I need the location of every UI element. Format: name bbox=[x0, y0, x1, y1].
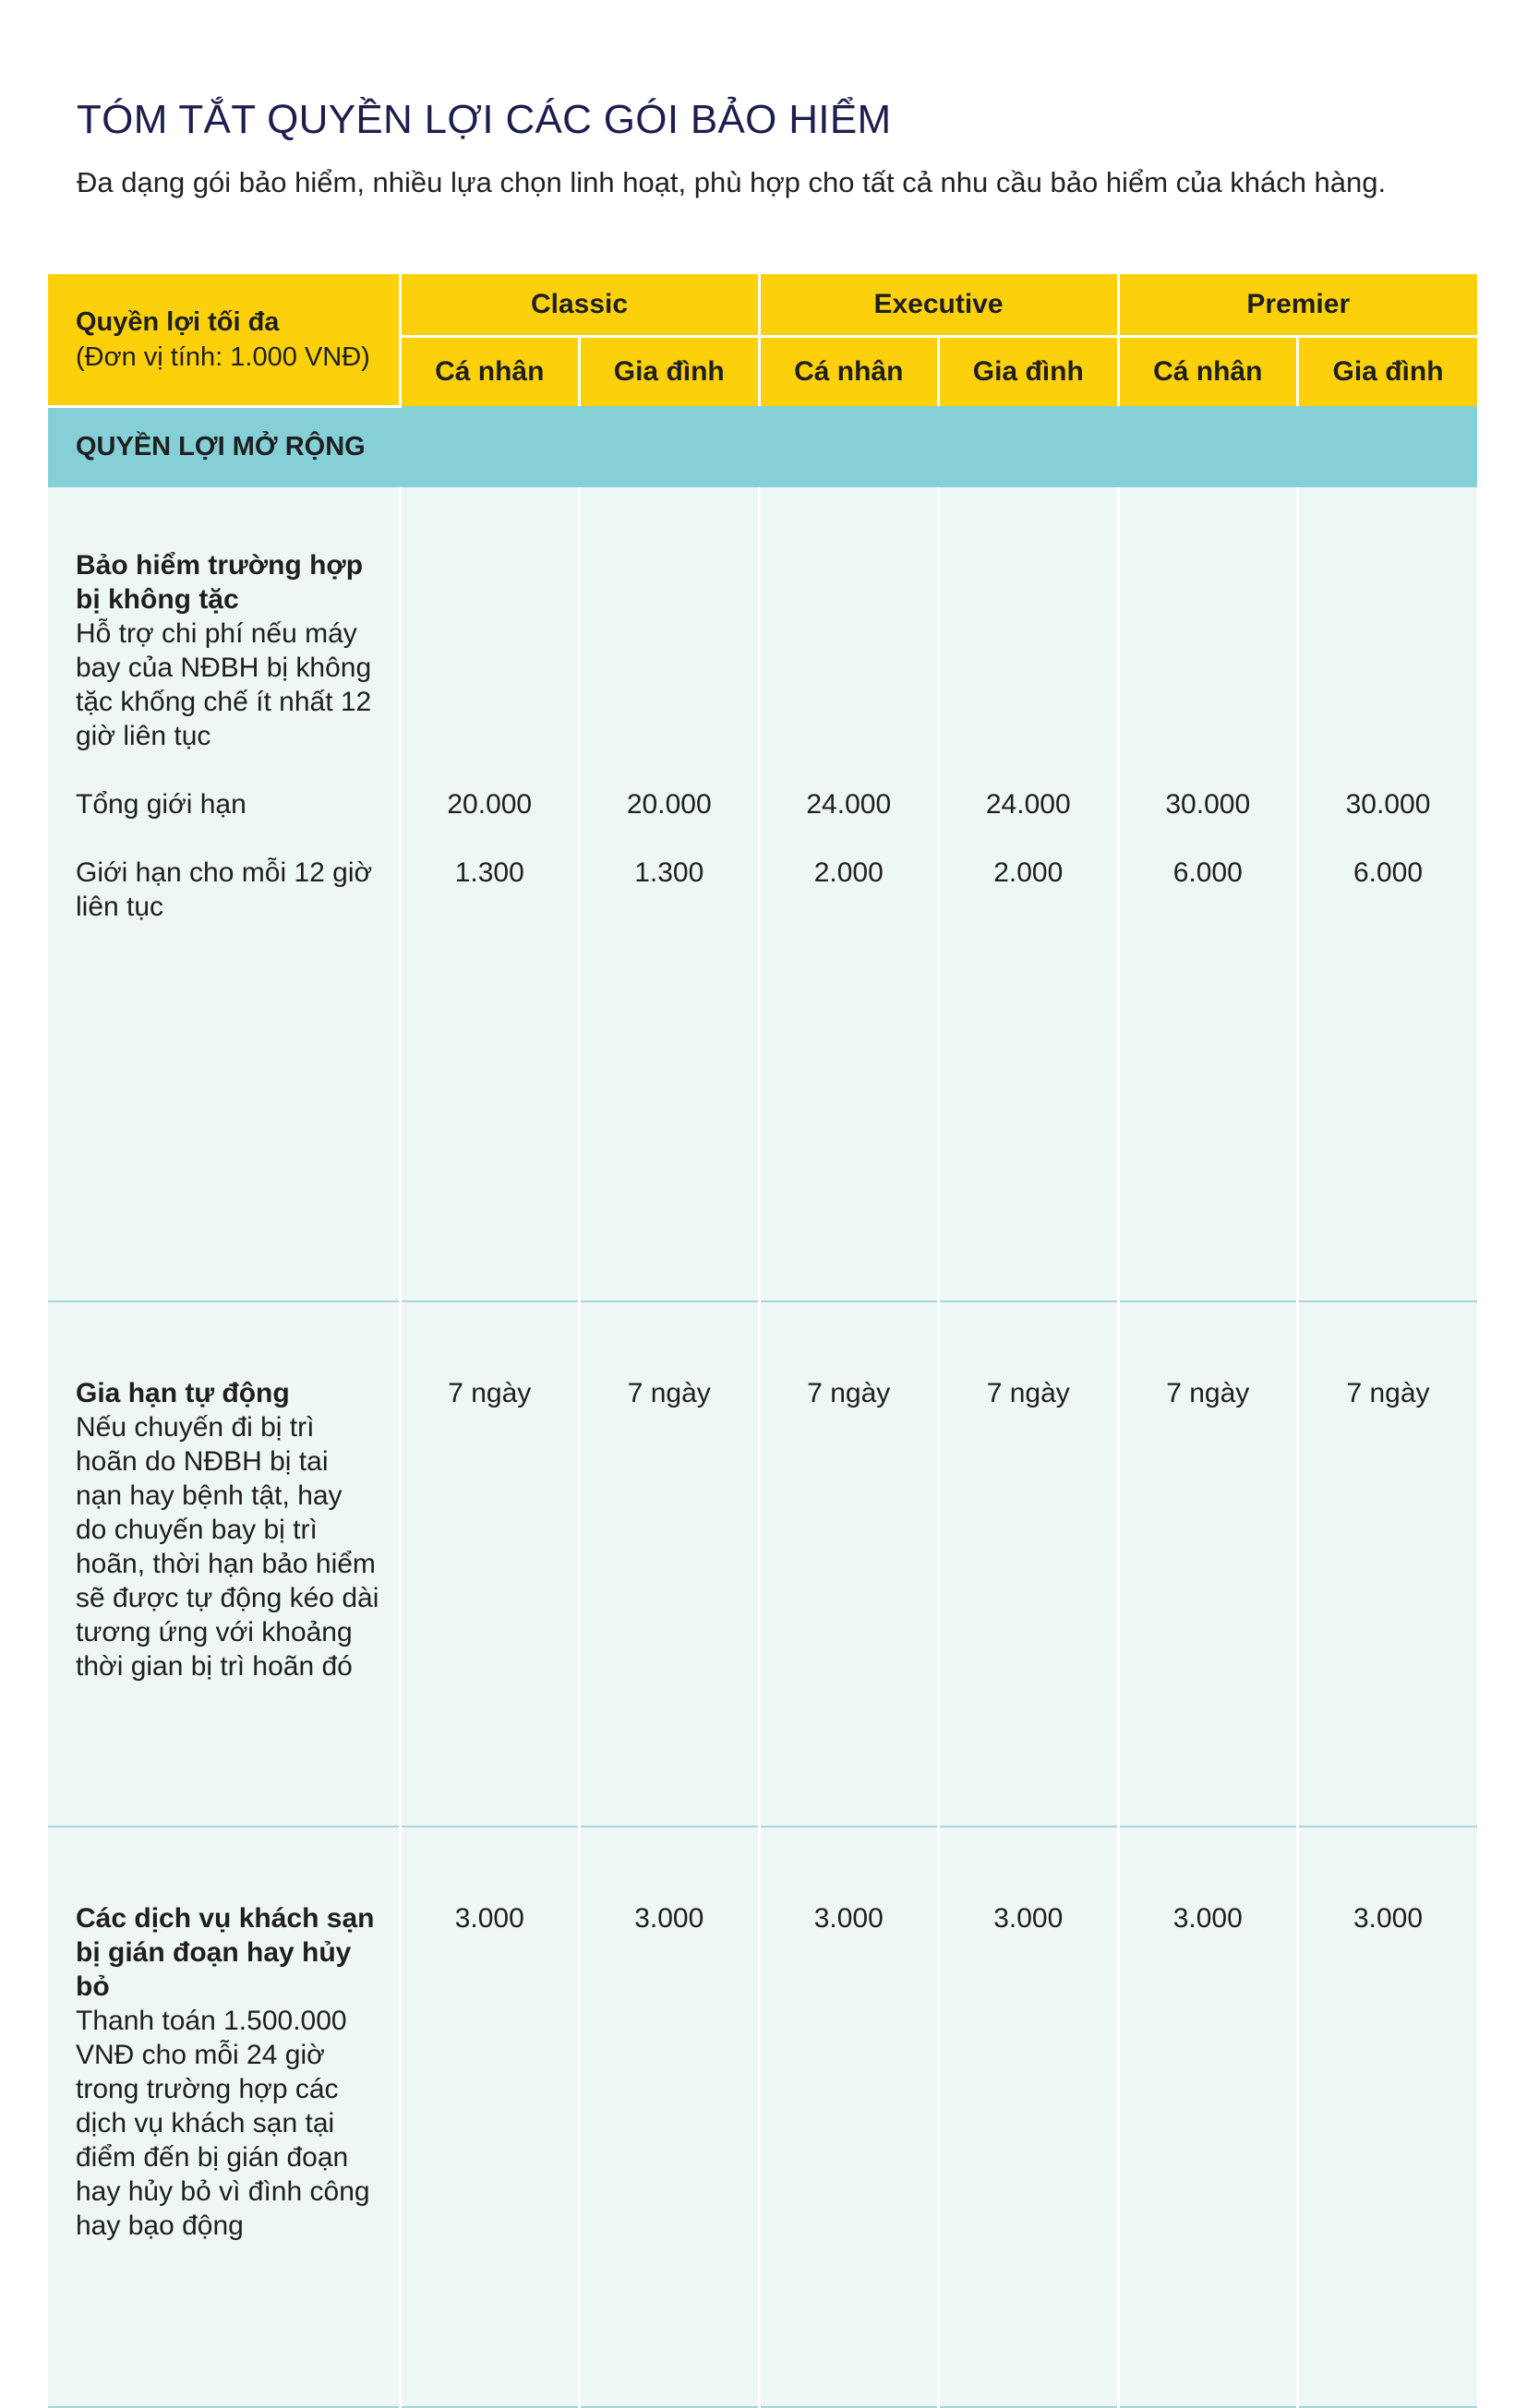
value-cell bbox=[400, 1827, 580, 2407]
benefit-title: Gia hạn tự động bbox=[76, 1377, 290, 1408]
value-text: 3.000 bbox=[454, 1902, 524, 1934]
table-row bbox=[48, 487, 1477, 1301]
value-cell bbox=[759, 1301, 939, 1827]
value-text: 6.000 bbox=[1172, 857, 1243, 888]
benefit-description-cell bbox=[48, 1827, 400, 2407]
value-text: 1.300 bbox=[454, 857, 524, 888]
value-cell bbox=[759, 1827, 939, 2407]
corner-unit: (Đơn vị tính: 1.000 VNĐ) bbox=[76, 341, 370, 372]
value-text: 7 ngày bbox=[1346, 1377, 1430, 1408]
value-cell bbox=[580, 1827, 760, 2407]
value-cell bbox=[759, 487, 939, 1301]
value-cell bbox=[580, 1301, 760, 1827]
value-text: 3.000 bbox=[993, 1902, 1064, 1934]
value-cell bbox=[939, 1301, 1119, 1827]
value-text: 30.000 bbox=[1345, 788, 1431, 820]
value-cell bbox=[939, 487, 1119, 1301]
benefit-title: Các dịch vụ khách sạn bị gián đoạn hay hủy bỏ bbox=[76, 1902, 375, 2002]
value-cell bbox=[1118, 1827, 1298, 2407]
value-cell bbox=[400, 1301, 580, 1827]
sub-header-premier-family: Gia đình bbox=[1298, 337, 1478, 407]
value-text: 20.000 bbox=[626, 788, 712, 820]
value-cell bbox=[400, 487, 580, 1301]
value-cell bbox=[1298, 1301, 1478, 1827]
value-cell bbox=[1118, 1301, 1298, 1827]
value-cell bbox=[1118, 487, 1298, 1301]
table-row bbox=[48, 1301, 1477, 1827]
page-subtitle: Đa dạng gói bảo hiểm, nhiều lựa chọn linh hoạt, phù hợp cho tất cả nhu cầu bảo hiểm của khách hàng. bbox=[77, 166, 1387, 198]
value-text: 6.000 bbox=[1353, 857, 1424, 888]
sub-header-classic-individual: Cá nhân bbox=[400, 337, 580, 407]
value-text: 24.000 bbox=[806, 788, 892, 820]
plan-header-executive: Executive bbox=[759, 274, 1118, 337]
table-header bbox=[48, 274, 1477, 406]
value-text: 7 ngày bbox=[448, 1377, 532, 1408]
sub-header-executive-family: Gia đình bbox=[939, 337, 1119, 407]
value-text: 1.300 bbox=[634, 857, 704, 888]
value-text: 3.000 bbox=[813, 1902, 884, 1934]
benefit-description-cell bbox=[48, 487, 400, 1301]
sub-item-label: Tổng giới hạn bbox=[76, 788, 246, 820]
value-text: 7 ngày bbox=[986, 1377, 1070, 1408]
value-text: 3.000 bbox=[1353, 1902, 1424, 1934]
corner-title: Quyền lợi tối đa bbox=[76, 306, 280, 337]
benefit-description-cell bbox=[48, 1301, 400, 1827]
value-cell bbox=[580, 487, 760, 1301]
benefit-title: Bảo hiểm trường hợp bị không tặc bbox=[76, 549, 364, 615]
benefits-table bbox=[48, 274, 1477, 2408]
value-text: 3.000 bbox=[1172, 1902, 1243, 1934]
sub-header-classic-family: Gia đình bbox=[580, 337, 760, 407]
value-cell bbox=[1298, 1827, 1478, 2407]
value-text: 20.000 bbox=[447, 788, 533, 820]
benefit-description: Thanh toán 1.500.000 VNĐ cho mỗi 24 giờ trong trường hợp các dịch vụ khách sạn tại điểm đến bị gián đoạn hay hủy bỏ vì đình công hay bạo động bbox=[76, 2005, 370, 2241]
sub-header-executive-individual: Cá nhân bbox=[759, 337, 939, 407]
section-header: QUYỀN LỢI MỞ RỘNG bbox=[48, 406, 1477, 487]
value-text: 2.000 bbox=[813, 857, 884, 888]
value-text: 7 ngày bbox=[807, 1377, 891, 1408]
value-text: 7 ngày bbox=[627, 1377, 711, 1408]
value-text: 3.000 bbox=[634, 1902, 704, 1934]
table-row bbox=[48, 1827, 1477, 2407]
sub-item-label: Giới hạn cho mỗi 12 giờ liên tục bbox=[76, 857, 373, 922]
value-text: 30.000 bbox=[1165, 788, 1251, 820]
header-corner-cell bbox=[48, 274, 400, 406]
value-text: 24.000 bbox=[985, 788, 1071, 820]
value-text: 2.000 bbox=[993, 857, 1064, 888]
value-text: 7 ngày bbox=[1166, 1377, 1250, 1408]
benefit-description: Nếu chuyến đi bị trì hoãn do NĐBH bị tai nạn hay bệnh tật, hay do chuyến bay bị trì hoãn, thời hạn bảo hiểm sẽ được tự động kéo dài tương ứng với khoảng thời gian bị trì hoãn đó bbox=[76, 1411, 379, 1682]
sub-header-premier-individual: Cá nhân bbox=[1118, 337, 1298, 407]
value-cell bbox=[1298, 487, 1478, 1301]
page-title: TÓM TẮT QUYỀN LỢI CÁC GÓI BẢO HIỂM bbox=[77, 97, 892, 143]
plan-header-classic: Classic bbox=[400, 274, 759, 337]
benefit-description: Hỗ trợ chi phí nếu máy bay của NĐBH bị không tặc khống chế ít nhất 12 giờ liên tục bbox=[76, 617, 372, 751]
value-cell bbox=[939, 1827, 1119, 2407]
plan-header-premier: Premier bbox=[1118, 274, 1477, 337]
